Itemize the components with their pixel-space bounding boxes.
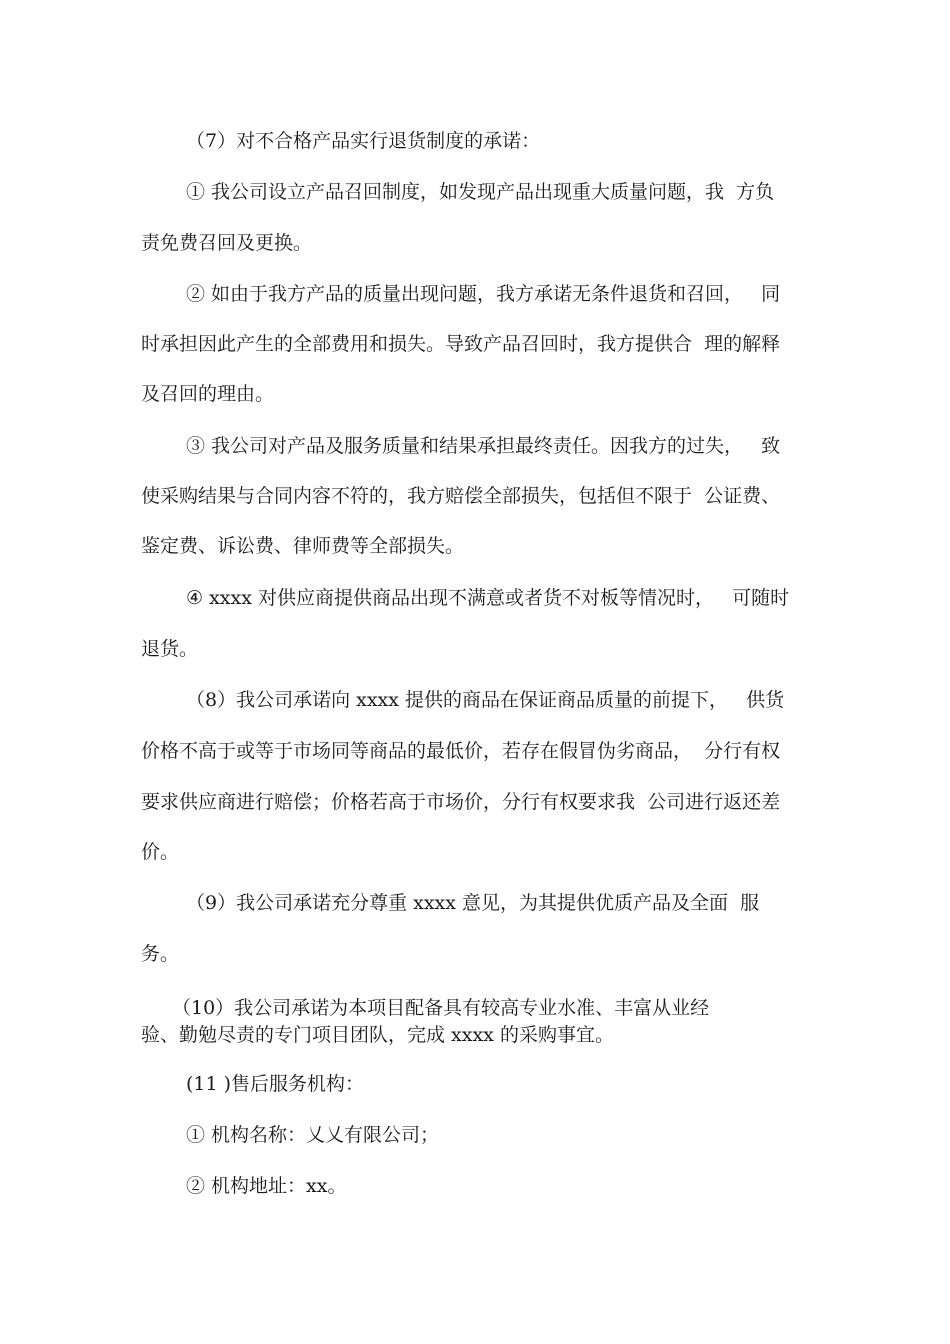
text-line: ② 如由于我方产品的质量出现问题，我方承诺无条件退货和召回， 同 bbox=[186, 283, 781, 305]
text-line: ③ 我公司对产品及服务质量和结果承担最终责任。因我方的过失， 致 bbox=[186, 435, 781, 457]
text-line: (11 )售后服务机构： bbox=[186, 1073, 365, 1095]
text-line: 时承担因此产生的全部费用和损失。导致产品召回时，我方提供合 理的解释 bbox=[141, 333, 781, 355]
text-line: 价。 bbox=[141, 841, 180, 863]
text-line: （8）我公司承诺向 xxxx 提供的商品在保证商品质量的前提下， 供货 bbox=[186, 689, 785, 711]
text-line: ① 机构名称：乂乂有限公司； bbox=[186, 1124, 440, 1146]
text-line: 要求供应商进行赔偿；价格若高于市场价，分行有权要求我 公司进行返还差 bbox=[141, 791, 781, 813]
text-line: 价格不高于或等于市场同等商品的最低价，若存在假冒伪劣商品， 分行有权 bbox=[141, 740, 781, 762]
text-line: （9）我公司承诺充分尊重 xxxx 意见，为其提供优质产品及全面 服 bbox=[186, 892, 760, 914]
text-line: 使采购结果与合同内容不符的，我方赔偿全部损失，包括但不限于 公证费、 bbox=[141, 485, 781, 507]
text-line: 务。 bbox=[141, 943, 180, 965]
text-line: 责免费召回及更换。 bbox=[141, 232, 313, 254]
text-line: （7）对不合格产品实行退货制度的承诺： bbox=[186, 130, 541, 152]
text-line: （10）我公司承诺为本项目配备具有较高专业水准、丰富从业经 bbox=[172, 997, 710, 1019]
text-line: 验、勤勉尽责的专门项目团队，完成 xxxx 的采购事宜。 bbox=[141, 1024, 614, 1046]
text-line: ④ xxxx 对供应商提供商品出现不满意或者货不对板等情况时， 可随时 bbox=[186, 587, 790, 609]
text-line: 鉴定费、诉讼费、律师费等全部损失。 bbox=[141, 535, 465, 557]
text-line: ② 机构地址：xx。 bbox=[186, 1175, 347, 1197]
text-line: 退货。 bbox=[141, 638, 199, 660]
text-line: ① 我公司设立产品召回制度，如发现产品出现重大质量问题，我 方负 bbox=[186, 181, 775, 203]
text-line: 及召回的理由。 bbox=[141, 383, 275, 405]
